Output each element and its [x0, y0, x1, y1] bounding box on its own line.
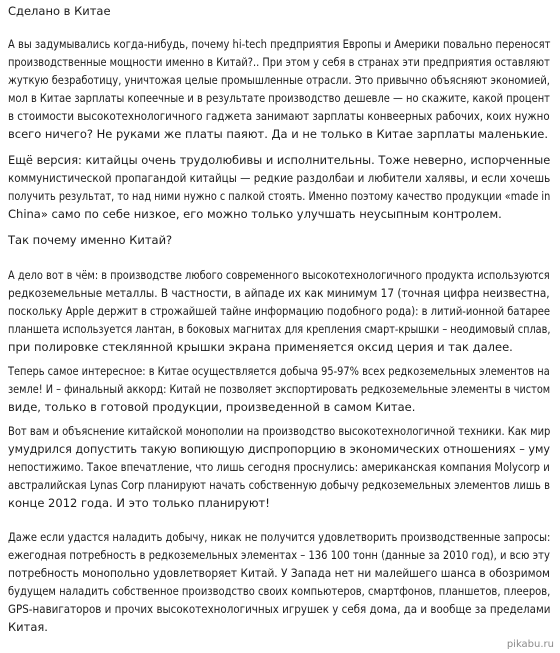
paragraph-line: А дело вот в чём: в производстве любого современного высокотехнологичного продукта используются [8, 268, 550, 282]
paragraph-7 [8, 528, 550, 636]
paragraph-line: получить результат, то над ними нужно с палкой стоять. Именно поэтому качество продукции «made in [8, 189, 551, 203]
paragraph-6 [8, 422, 550, 512]
paragraph-1 [8, 35, 550, 143]
paragraph-line: коммунистической пропагандой китайцы — редкие раздолбаи и любители халявы, и если хочешь [8, 171, 551, 185]
paragraph-line: виде, только в готовой продукции, произведенной в самом Китае. [8, 400, 416, 414]
paragraph-line: при полировке стеклянной крышки экрана применяется оксид церия и так далее. [8, 340, 513, 354]
paragraph-line: поскольку Apple держит в строжайшей тайне информацию подобного рода): в литий-ионной батарее [8, 304, 551, 318]
paragraph-line: производственные мощности именно в Китай?.. При этом у себя в странах эти предприятия оставляют [8, 55, 550, 69]
paragraph-line: умудрился допустить такую вопиющую диспропорцию в экономических отношениях – уму [8, 442, 551, 456]
paragraph-3 [8, 231, 550, 249]
paragraph-line: Даже если удастся наладить добычу, никак не получится удовлетворить производственные запросы: [8, 530, 551, 544]
paragraph-line: Ещё версия: китайцы очень трудолюбивы и исполнительны. Тоже неверно, испорченные [8, 153, 551, 167]
paragraph-line: Так почему именно Китай? [8, 233, 173, 247]
paragraph-line: конце 2012 года. И это только планируют! [8, 496, 270, 510]
paragraph-line: потребность монопольно удовлетворяет Китай. У Запада нет ни малейшего шанса в обозримом [8, 566, 551, 580]
paragraph-line: А вы задумывались когда-нибудь, почему hi-tech предприятия Европы и Америки повально переносят [8, 37, 551, 51]
paragraph-line: жуткую безработицу, уничтожая целые промышленные отрасли. Это привычно объясняют экономией, [8, 73, 550, 87]
paragraph-line: непостижимо. Такое впечатление, что лишь сегодня проснулись: американская компания Molycorp и [8, 460, 550, 474]
paragraph-line: редкоземельные металлы. В частности, в айпаде их как минимум 17 (точная цифра неизвестна, [8, 286, 550, 300]
paragraph-line: в стоимости высокотехнологичного гаджета занимают зарплаты конвеерных рабочих, коих нужно [8, 109, 550, 123]
paragraph-4 [8, 266, 550, 356]
paragraph-line: China» само по себе низкое, его можно только улучшать неусыпным контролем. [8, 207, 502, 221]
article-title: Сделано в Китае [8, 4, 111, 18]
paragraph-line: будущем наладить собственное производство своих компьютеров, смартфонов, планшетов, плееров, [8, 584, 551, 598]
paragraph-line: Теперь самое интересное: в Китае осуществляется добыча 95-97% всех редкоземельных элементов на [8, 364, 550, 378]
paragraph-line: австралийская Lynas Corp планируют начать собственную добычу редкоземельных элементов лишь в [8, 478, 550, 492]
paragraph-line: Китая. [8, 620, 48, 634]
pikabu-watermark: pikabu.ru [506, 639, 554, 650]
paragraph-2 [8, 151, 550, 223]
paragraph-5 [8, 362, 550, 416]
paragraph-line: ежегодная потребность в редкоземельных элементах – 136 100 тонн (данные за 2010 год), и всю эту [8, 548, 550, 562]
paragraph-line: Вот вам и объяснение китайской монополии на производство высокотехнологичной техники. Как мир [8, 424, 551, 438]
paragraph-line: планшета используется лантан, в боковых магнитах для крепления смарт-крышки – неодимовый сплав, [8, 322, 551, 336]
paragraph-line: GPS-навигаторов и прочих высокотехнологичных игрушек у себя дома, да и вообще за пределами [8, 602, 551, 616]
paragraph-line: мол в Китае зарплаты копеечные и в результате производство дешевле — но скажите, какой процент [8, 91, 550, 105]
article [8, 0, 551, 653]
paragraph-line: земле! И – финальный аккорд: Китай не позволяет экспортировать редкоземельные элементы в чистом [8, 382, 551, 396]
paragraph-line: всего ничего? Не руками же платы паяют. Да и не только в Китае зарплаты маленькие. [8, 127, 549, 141]
